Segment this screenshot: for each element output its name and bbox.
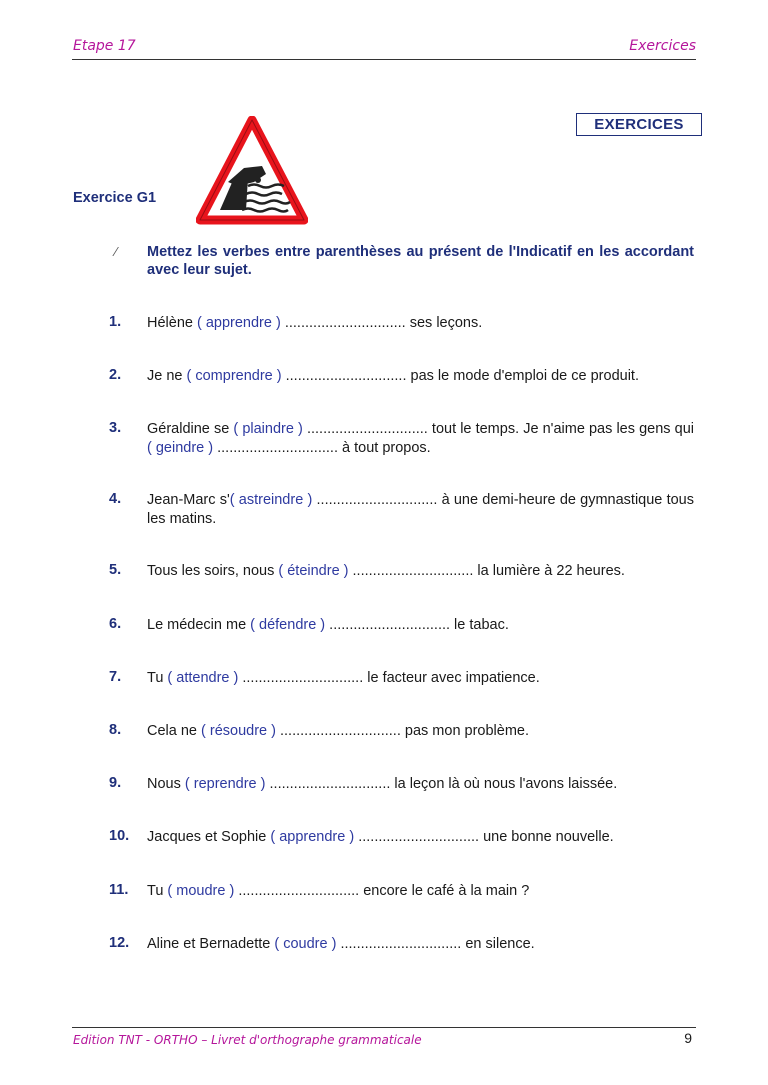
sentence-end: la leçon là où nous l'avons laissée. [390,776,618,792]
verb-infinitive: ( résoudre ) [201,723,276,739]
sentence-end: en silence. [461,936,535,952]
answer-blank[interactable]: .............................. [217,440,338,456]
sentence-start: Tu [147,883,168,899]
answer-blank[interactable]: .............................. [340,936,462,952]
item-sentence [147,882,694,901]
item-sentence [147,314,694,333]
item-number: 3. [109,420,122,436]
sentence-end: une bonne nouvelle. [479,829,614,845]
item-number: 8. [109,722,122,738]
verb-infinitive: ( défendre ) [250,617,326,633]
verb-infinitive: ( éteindre ) [278,563,349,579]
footer-edition: Edition TNT - ORTHO – Livret d'orthographe grammaticale [73,1033,422,1047]
sentence-end: encore le café à la main ? [359,883,530,899]
sentence-end: pas le mode d'emploi de ce produit. [406,368,639,384]
sentence-start: Tu [147,670,168,686]
item-number: 10. [109,828,130,844]
verb-infinitive: ( geindre ) [147,440,214,456]
answer-blank[interactable]: .............................. [329,617,451,633]
sentence-start: Géraldine se [147,421,234,437]
item-sentence [147,722,694,741]
sentence-end: à tout propos. [337,440,431,456]
item-number: 1. [109,314,122,330]
item-number: 5. [109,562,122,578]
item-number: 12. [109,935,130,951]
answer-blank[interactable]: .............................. [358,829,480,845]
item-number: 4. [109,491,122,507]
instruction-marker: ⁄ [115,244,118,259]
sentence-start: Je ne [147,368,187,384]
item-sentence [147,616,694,635]
sentence-start: Tous les soirs, nous [147,563,279,579]
sentence-end: le facteur avec impatience. [363,670,540,686]
sentence-end: ses leçons. [405,315,483,331]
road-sign-car-falling-into-water-icon [196,116,308,226]
sentence-start: Jean-Marc s' [147,492,230,508]
verb-infinitive: ( apprendre ) [270,829,355,845]
sentence-end: pas mon problème. [400,723,530,739]
item-sentence [147,669,694,688]
answer-blank[interactable]: .............................. [285,368,407,384]
sentence-end: à une demi-heure de gymnastique tous les matins. [147,492,694,527]
answer-blank[interactable]: .............................. [352,563,474,579]
item-number: 2. [109,367,122,383]
footer-divider [72,1027,696,1028]
verb-infinitive: ( comprendre ) [186,368,282,384]
header-section: Exercices [629,38,696,54]
verb-infinitive: ( coudre ) [274,936,337,952]
item-sentence [147,367,694,386]
answer-blank[interactable]: .............................. [238,883,360,899]
instruction-text: Mettez les verbes entre parenthèses au présent de l'Indicatif en les accordant avec leur sujet. [147,244,694,278]
item-number: 6. [109,616,122,632]
header-divider [72,59,696,60]
sentence-start: Cela ne [147,723,202,739]
exercise-title: Exercice G1 [73,190,157,206]
sentence-start: Nous [147,776,185,792]
page-number: 9 [684,1030,692,1046]
sentence-start: Jacques et Sophie [147,829,271,845]
item-sentence [147,562,694,581]
verb-infinitive: ( attendre ) [167,670,239,686]
sentence-end: la lumière à 22 heures. [473,563,625,579]
verb-infinitive: ( astreindre ) [229,492,313,508]
verb-infinitive: ( apprendre ) [196,315,281,331]
answer-blank[interactable]: .............................. [242,670,364,686]
answer-blank[interactable]: .............................. [306,421,428,437]
sentence-end: tout le temps. Je n'aime pas les gens qui [427,421,694,437]
answer-blank[interactable]: .............................. [316,492,438,508]
answer-blank[interactable]: .............................. [284,315,406,331]
sentence-start: Aline et Bernadette [147,936,275,952]
sentence-start: Le médecin me [147,617,251,633]
item-sentence [147,775,694,794]
item-number: 11. [109,882,129,898]
sentence-end: le tabac. [450,617,509,633]
header-step: Etape 17 [73,38,136,54]
answer-blank[interactable]: .............................. [269,776,391,792]
answer-blank[interactable]: .............................. [280,723,401,739]
item-sentence [147,828,694,847]
item-number: 9. [109,775,122,791]
item-sentence [147,491,694,529]
verb-infinitive: ( reprendre ) [184,776,266,792]
exercises-box-label: EXERCICES [576,113,702,136]
verb-infinitive: ( moudre ) [167,883,235,899]
item-sentence [147,935,694,954]
item-number: 7. [109,669,122,685]
verb-infinitive: ( plaindre ) [233,421,303,437]
sentence-start: Hélène [147,315,197,331]
item-sentence [147,420,694,458]
